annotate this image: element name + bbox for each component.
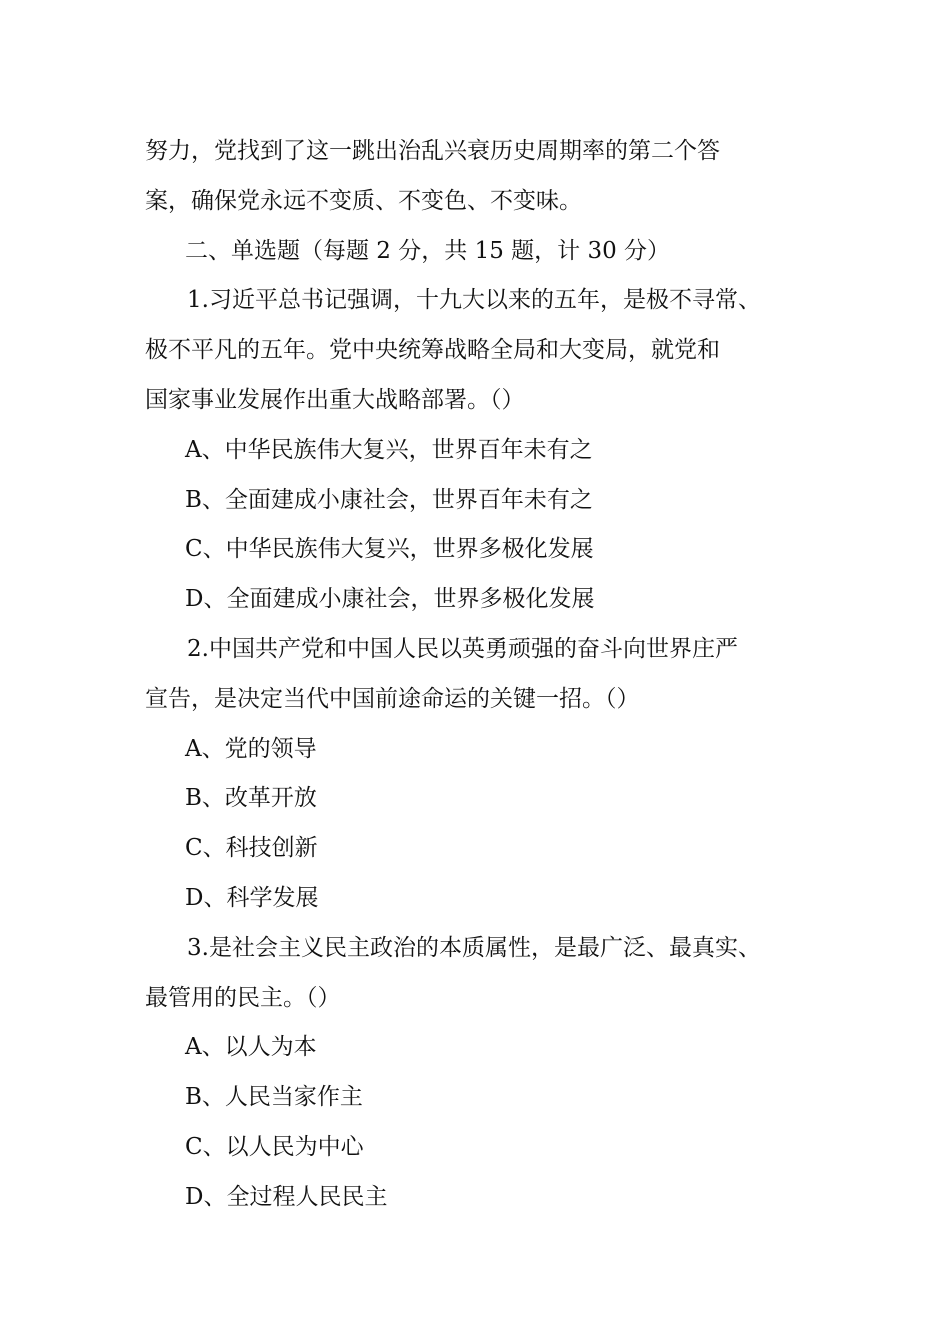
question-3-line: 最管用的民主。（） <box>145 984 341 1011</box>
question-1-line: 国家事业发展作出重大战略部署。（） <box>145 386 525 413</box>
question-1-line: 1.习近平总书记强调，十九大以来的五年，是极不寻常、 <box>187 287 761 314</box>
question-2-option-d: D、科学发展 <box>185 884 319 911</box>
document-body <box>145 127 835 1223</box>
question-1-option-d: D、全面建成小康社会，世界多极化发展 <box>185 586 595 613</box>
question-3-option-b: B、人民当家作主 <box>185 1084 363 1111</box>
question-1-line: 极不平凡的五年。党中央统筹战略全局和大变局，就党和 <box>145 337 720 364</box>
question-2-line: 宣告，是决定当代中国前途命运的关键一招。（） <box>145 685 640 712</box>
question-3-option-d: D、全过程人民民主 <box>185 1183 388 1210</box>
question-2-line: 2.中国共产党和中国人民以英勇顽强的奋斗向世界庄严 <box>187 635 738 662</box>
question-2-option-a: A、党的领导 <box>185 735 317 762</box>
question-2-option-c: C、科技创新 <box>185 835 318 862</box>
intro-line: 努力，党找到了这一跳出治乱兴衰历史周期率的第二个答 <box>145 138 720 164</box>
section-heading: 二、单选题（每题 2 分，共 15 题，计 30 分） <box>185 237 671 264</box>
question-1-option-c: C、中华民族伟大复兴，世界多极化发展 <box>185 536 594 563</box>
question-2-option-b: B、改革开放 <box>185 785 317 812</box>
question-3-option-c: C、以人民为中心 <box>185 1133 364 1160</box>
question-1-option-b: B、全面建成小康社会，世界百年未有之 <box>185 486 593 513</box>
question-1-option-a: A、中华民族伟大复兴，世界百年未有之 <box>185 436 593 463</box>
intro-line: 案，确保党永远不变质、不变色、不变味。 <box>145 187 582 214</box>
question-3-option-a: A、以人为本 <box>185 1034 317 1061</box>
question-3-line: 3.是社会主义民主政治的本质属性，是最广泛、最真实、 <box>187 934 761 961</box>
